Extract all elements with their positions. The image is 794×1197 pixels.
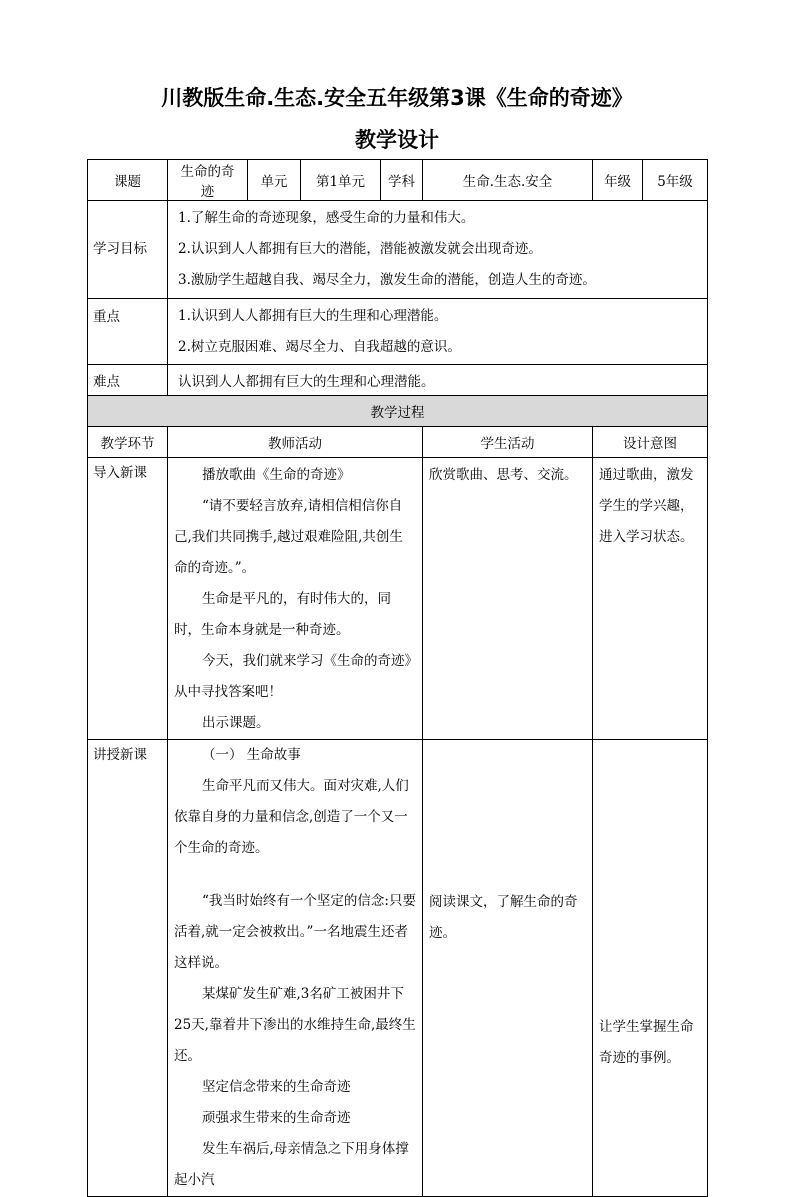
goal-item: 3.激励学生超越自我、竭尽全力，激发生命的潜能，创造人生的奇迹。 <box>178 272 596 288</box>
teacher-paragraph: “我当时始终有一个坚定的信念:只要活着,就一定会被救出。”一名地震生还者这样说。 <box>174 893 416 971</box>
teacher-paragraph: 生命是平凡的，有时伟大的，同时，生命本身就是一种奇迹。 <box>174 591 391 638</box>
design-intent: 让学生掌握生命奇迹的事例。 <box>599 1019 694 1066</box>
teacher-paragraph: 播放歌曲《生命的奇迹》 <box>202 467 351 483</box>
key-points-label: 重点 <box>88 299 168 365</box>
col-stage-header: 教学环节 <box>88 427 168 458</box>
process-row-new <box>88 740 708 1197</box>
process-header: 教学过程 <box>88 396 708 427</box>
goals-row <box>88 201 708 299</box>
key-point-item: 1.认识到人人都拥有巨大的生理和心理潜能。 <box>178 308 448 324</box>
teacher-paragraph: 顽强求生带来的生命奇迹 <box>202 1110 351 1126</box>
goals-content <box>168 201 708 299</box>
goals-label: 学习目标 <box>88 201 168 299</box>
teacher-paragraph: 生命平凡而又伟大。面对灾难,人们依靠自身的力量和信念,创造了一个又一个生命的奇迹。 <box>174 778 409 856</box>
grade-label: 年级 <box>593 160 643 201</box>
document-subtitle: 教学设计 <box>355 128 439 152</box>
col-teacher-header: 教师活动 <box>168 427 423 458</box>
goal-item: 2.认识到人人都拥有巨大的潜能，潜能被激发就会出现奇迹。 <box>178 241 542 257</box>
teacher-paragraph: “请不要轻言放弃,请相信相信你自己,我们共同携手,越过艰难险阻,共创生命的奇迹。”。 <box>174 498 403 576</box>
subject-value: 生命.生态.安全 <box>423 160 593 201</box>
student-activity: 阅读课文，了解生命的奇迹。 <box>429 894 578 941</box>
document-title: 川教版生命.生态.安全五年级第3课《生命的奇迹》 <box>161 86 633 110</box>
difficulty-text: 认识到人人都拥有巨大的生理和心理潜能。 <box>168 365 708 396</box>
unit-label: 单元 <box>248 160 301 201</box>
key-points-content <box>168 299 708 365</box>
student-new <box>423 740 593 1197</box>
teacher-intro <box>168 458 423 740</box>
info-row <box>88 160 708 201</box>
lesson-value: 生命的奇迹 <box>168 160 248 201</box>
process-header-row <box>88 396 708 427</box>
process-row-intro <box>88 458 708 740</box>
stage-intro: 导入新课 <box>88 458 168 740</box>
teacher-paragraph: 今天，我们就来学习《生命的奇迹》从中寻找答案吧！ <box>174 653 412 700</box>
key-points-row <box>88 299 708 365</box>
lesson-label: 课题 <box>88 160 168 201</box>
teacher-paragraph: 发生车祸后,母亲情急之下用身体撑起小汽 <box>174 1141 409 1188</box>
intent-intro: 通过歌曲，激发学生的学兴趣，进入学习状态。 <box>593 458 708 740</box>
unit-value: 第1单元 <box>301 160 381 201</box>
student-intro: 欣赏歌曲、思考、交流。 <box>423 458 593 740</box>
lesson-plan-table <box>87 159 708 1197</box>
teacher-paragraph: （一） 生命故事 <box>202 747 301 763</box>
difficulty-row <box>88 365 708 396</box>
goal-item: 1.了解生命的奇迹现象，感受生命的力量和伟大。 <box>178 210 475 226</box>
teacher-paragraph: 出示课题。 <box>202 715 270 731</box>
subject-label: 学科 <box>381 160 423 201</box>
teacher-paragraph: 某煤矿发生矿难,3名矿工被困井下25天,靠着井下渗出的水维持生命,最终生还。 <box>174 986 416 1064</box>
teacher-paragraph: 坚定信念带来的生命奇迹 <box>202 1079 351 1095</box>
difficulty-label: 难点 <box>88 365 168 396</box>
key-point-item: 2.树立克服困难、竭尽全力、自我超越的意识。 <box>178 339 461 355</box>
teacher-new <box>168 740 423 1197</box>
col-student-header: 学生活动 <box>423 427 593 458</box>
intent-new <box>593 740 708 1197</box>
col-intent-header: 设计意图 <box>593 427 708 458</box>
grade-value: 5年级 <box>643 160 708 201</box>
process-columns-row <box>88 427 708 458</box>
stage-new: 讲授新课 <box>88 740 168 1197</box>
